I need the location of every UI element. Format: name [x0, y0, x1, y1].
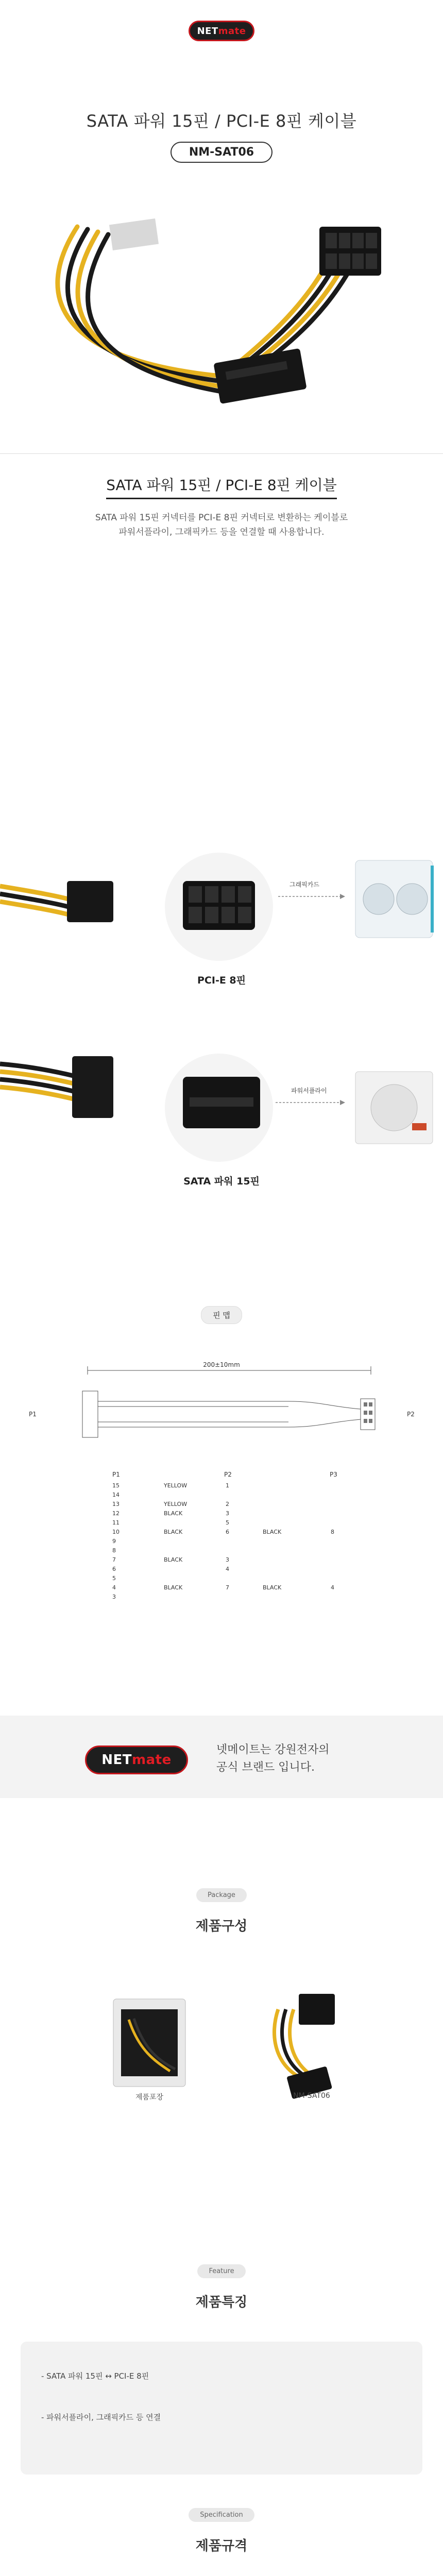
pinmap-row [0, 1519, 443, 1529]
package-images [0, 1978, 443, 2123]
pinmap-row [0, 1594, 443, 1603]
intro-title: SATA 파워 15핀 / PCI-E 8핀 케이블 [106, 474, 336, 499]
package-section [0, 1888, 443, 1935]
pcie-detail-illustration [0, 824, 443, 994]
pinmap-title-wrap [0, 1306, 443, 1324]
package-illustration [0, 1978, 443, 2102]
psu-label: 파워서플라이 [291, 1087, 327, 1094]
col-p1: P1 [112, 1471, 120, 1478]
p1-label: P1 [29, 1411, 37, 1418]
feature-box-wrap [0, 2342, 443, 2475]
pin-p1: 14 [112, 1492, 120, 1498]
pinmap-row [0, 1482, 443, 1492]
pin-p2: 4 [226, 1566, 229, 1572]
pinmap-table [0, 1471, 443, 1656]
hero-cable-illustration [0, 206, 443, 433]
pin-p2: 6 [226, 1529, 229, 1535]
pin-p2: 1 [226, 1482, 229, 1489]
brand-band [0, 1716, 443, 1798]
brand-band-line1: 넷메이트는 강원전자의 [216, 1743, 330, 1756]
pin-p1: 12 [112, 1510, 120, 1517]
pcie-label: PCI-E 8핀 [197, 975, 246, 986]
pin-p3: 8 [331, 1529, 334, 1535]
col-p2: P2 [224, 1471, 232, 1478]
pinmap-row [0, 1556, 443, 1566]
col-p3: P3 [330, 1471, 337, 1478]
pin-p1: 6 [112, 1566, 116, 1572]
pin-p2: 7 [226, 1584, 229, 1591]
package-tag: Package [196, 1888, 247, 1902]
pin-p1: 13 [112, 1501, 120, 1507]
pin-p1: 10 [112, 1529, 120, 1535]
pcie-detail-section [0, 824, 443, 994]
pin-wire: BLACK [164, 1556, 183, 1563]
pin-p1: 4 [112, 1584, 116, 1591]
pin-p1: 3 [112, 1594, 116, 1600]
pin-p1: 8 [112, 1547, 116, 1554]
feature-line2: - 파워서플라이, 그래픽카드 등 연결 [41, 2413, 161, 2422]
header-section [0, 21, 443, 41]
pin-p1: 11 [112, 1519, 120, 1526]
pinmap-row [0, 1566, 443, 1575]
graphic-card-label: 그래픽카드 [289, 881, 319, 888]
sata-label: SATA 파워 15핀 [183, 1176, 260, 1187]
spec-title: 제품규격 [195, 2538, 248, 2554]
pinmap-row [0, 1538, 443, 1547]
pin-wire2: BLACK [263, 1529, 282, 1535]
package-item2: NM-SAT06 [293, 2092, 330, 2100]
cable-length: 200±10mm [203, 1361, 240, 1368]
p2-label: P2 [407, 1411, 415, 1418]
spec-tag: Specification [189, 2508, 254, 2522]
pinmap-row [0, 1547, 443, 1556]
pin-p2: 3 [226, 1510, 229, 1517]
intro-desc-line1: SATA 파워 15핀 커넥터를 PCI-E 8핀 커넥터로 변환하는 케이블로 [95, 513, 348, 523]
intro-description [0, 511, 443, 539]
brand-band-text [216, 1741, 330, 1776]
feature-tag: Feature [197, 2264, 245, 2278]
pin-p1: 7 [112, 1556, 116, 1563]
pinmap-row [0, 1510, 443, 1519]
pin-wire: BLACK [164, 1584, 183, 1591]
page-title: SATA 파워 15핀 / PCI-E 8핀 케이블 [86, 111, 357, 131]
pin-wire: YELLOW [164, 1501, 188, 1507]
netmate-logo: NET mate [189, 21, 254, 41]
pinmap-row [0, 1584, 443, 1594]
pinmap-row [0, 1492, 443, 1501]
feature-box [21, 2342, 422, 2475]
pin-p3: 4 [331, 1584, 334, 1591]
divider [0, 453, 443, 454]
spec-section [0, 2508, 443, 2554]
pin-p2: 2 [226, 1501, 229, 1507]
pin-wire: BLACK [164, 1529, 183, 1535]
brand-band-logo: NET mate [85, 1745, 188, 1774]
intro-desc-line2: 파워서플라이, 그래픽카드 등을 연결할 때 사용합니다. [118, 527, 325, 537]
package-title: 제품구성 [195, 1919, 248, 1934]
feature-title: 제품특징 [195, 2295, 248, 2310]
feature-section [0, 2264, 443, 2311]
pinmap-drawing [0, 1350, 443, 1463]
pin-p1: 15 [112, 1482, 120, 1489]
pin-p1: 5 [112, 1575, 116, 1582]
model-badge: NM-SAT06 [171, 142, 272, 163]
pin-p1: 9 [112, 1538, 116, 1545]
pin-wire: BLACK [164, 1510, 183, 1517]
pinmap-row [0, 1501, 443, 1510]
feature-line1: - SATA 파워 15핀 ↔ PCI-E 8핀 [41, 2371, 149, 2381]
pinmap-row [0, 1575, 443, 1584]
sata-detail-section [0, 1025, 443, 1206]
pinmap-title: 핀 맵 [201, 1306, 242, 1324]
model-wrap [0, 142, 443, 163]
pin-p2: 3 [226, 1556, 229, 1563]
pin-wire: YELLOW [164, 1482, 188, 1489]
pin-wire2: BLACK [263, 1584, 282, 1591]
header-title-wrap [0, 108, 443, 132]
brand-band-line2: 공식 브랜드 입니다. [216, 1761, 315, 1774]
intro-section [0, 474, 443, 539]
package-item1: 제품포장 [135, 2093, 164, 2102]
pinmap-row [0, 1529, 443, 1538]
pin-p2: 5 [226, 1519, 229, 1526]
hero-image [0, 206, 443, 433]
